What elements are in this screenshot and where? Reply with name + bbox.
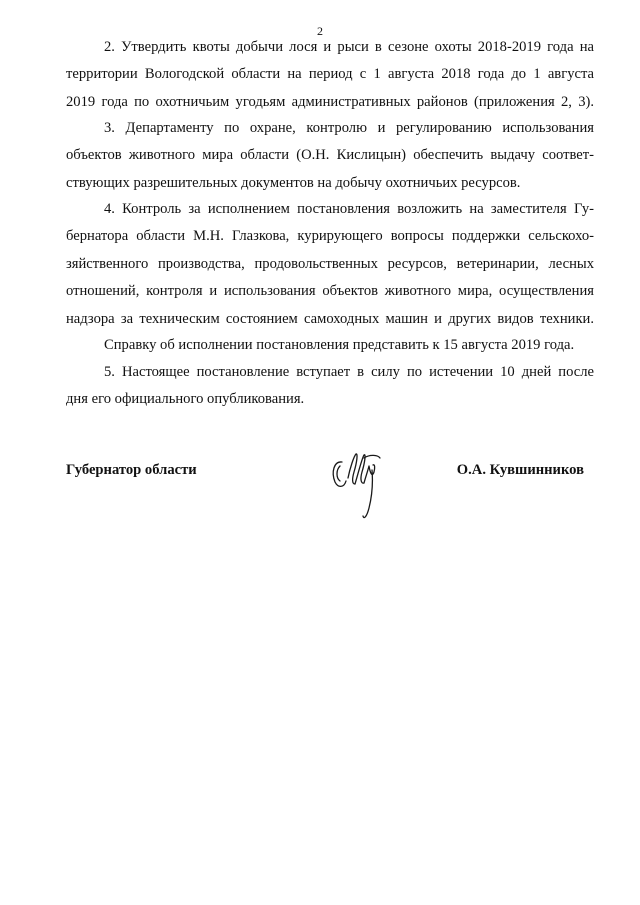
signatory-title: Губернатор области bbox=[66, 462, 197, 478]
paragraph-line: зяйственного производства, продовольственных ресурсов, ветеринарии, лесных bbox=[66, 255, 594, 272]
paragraph-line: дня его официального опубликования. bbox=[66, 391, 305, 408]
paragraph-item-5 bbox=[66, 359, 594, 414]
paragraph-line: Справку об исполнении постановления представить к 15 августа 2019 года. bbox=[104, 337, 575, 353]
page-number: 2 bbox=[317, 24, 323, 38]
paragraph-line: объектов животного мира области (О.Н. Кислицын) обеспечить выдачу соответ- bbox=[66, 147, 594, 164]
paragraph-line: 3. Департаменту по охране, контролю и регулированию использования bbox=[104, 120, 594, 136]
paragraph-item-2 bbox=[66, 34, 594, 116]
signatory-name: О.А. Кувшинников bbox=[456, 462, 584, 478]
paragraph-line: бернатора области М.Н. Глазкова, курирующего вопросы поддержки сельскохо- bbox=[66, 228, 594, 245]
paragraph-line: ствующих разрешительных документов на добычу охотничьих ресурсов. bbox=[66, 174, 521, 191]
paragraph-line: отношений, контроля и использования объектов животного мира, осуществления bbox=[66, 283, 594, 300]
paragraph-line: надзора за техническим состоянием самоходных машин и других видов техники. bbox=[66, 310, 594, 327]
paragraph-item-4 bbox=[66, 196, 594, 333]
paragraph-line: 2. Утвердить квоты добычи лося и рыси в сезоне охоты 2018-2019 года на bbox=[104, 39, 594, 55]
paragraph-line: 5. Настоящее постановление вступает в силу по истечении 10 дней после bbox=[104, 364, 594, 380]
paragraph-item-3 bbox=[66, 115, 594, 197]
paragraph-line: территории Вологодской области на период с 1 августа 2018 года до 1 августа bbox=[66, 66, 594, 83]
paragraph-report-deadline bbox=[66, 332, 594, 359]
paragraph-line: 4. Контроль за исполнением постановления возложить на заместителя Гу- bbox=[104, 201, 594, 217]
paragraph-line: 2019 года по охотничьим угодьям административных районов (приложения 2, 3). bbox=[66, 93, 594, 110]
handwritten-signature bbox=[328, 448, 388, 526]
signature-block bbox=[66, 448, 594, 528]
